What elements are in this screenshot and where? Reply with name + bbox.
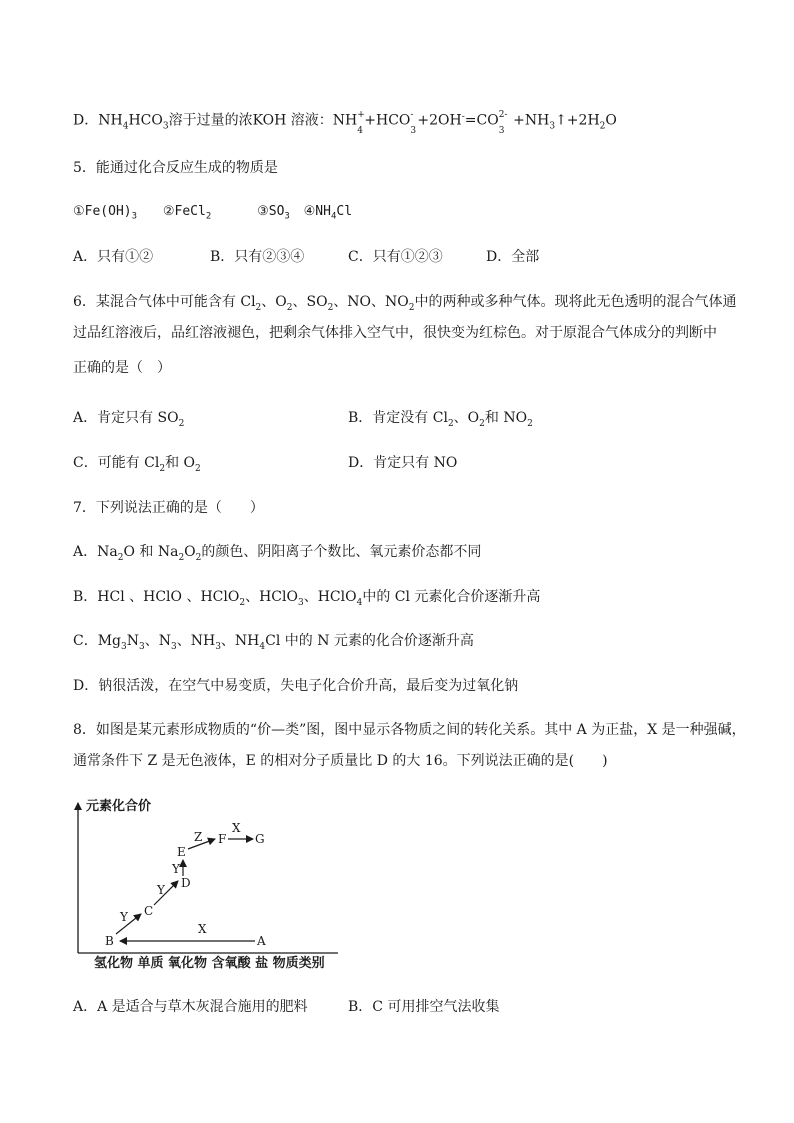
text: 、SO (292, 294, 328, 310)
item-4-tail: Cl (336, 204, 353, 219)
formula-text: +HCO (364, 112, 411, 129)
text: 、HClO (245, 589, 298, 605)
text: A．Na (73, 544, 118, 560)
text: 、N (144, 633, 171, 649)
arrow-b-c-label: Y (120, 910, 128, 924)
text: O 和 Na (123, 544, 179, 560)
q5-option-c: C．只有①②③ (348, 249, 443, 265)
formula-text: O (605, 112, 617, 129)
y-axis-label: 元素化合价 (86, 799, 152, 814)
text: 、O (261, 294, 287, 310)
subscript: 2 (447, 418, 454, 429)
subscript: 4 (330, 211, 337, 222)
q7-stem: 7．下列说法正确的是（ ） (73, 500, 264, 516)
formula-text: ↑+2H (555, 112, 600, 129)
text: 、NH (176, 633, 216, 649)
item-3: ③SO (257, 204, 285, 219)
item-2: ②FeCl (162, 204, 206, 219)
subscript: 2 (239, 597, 246, 608)
subscript: 4 (259, 641, 266, 652)
q6-stem-line-3: 正确的是（ ） (73, 360, 171, 376)
q7-option-c (73, 631, 474, 657)
subscript: 2 (205, 211, 212, 222)
arrow-a-b-label: X (198, 922, 207, 936)
node-b: B (105, 934, 114, 948)
q8-stem-line-2: 通常条件下 Z 是无色液体，E 的相对分子质量比 D 的大 16。下列说法正确的是( ) (73, 753, 608, 769)
text: 、HClO (303, 589, 357, 605)
text: O (184, 544, 196, 560)
q6-option-b (348, 408, 533, 434)
subscript: 4 (357, 125, 363, 136)
option-label: D． (73, 112, 99, 129)
node-g: G (255, 832, 265, 846)
text: C．可能有 Cl (73, 455, 160, 471)
ion-charge (410, 109, 417, 136)
subscript: 3 (121, 641, 127, 652)
q5-option-d: D．全部 (486, 249, 540, 265)
superscript: + (357, 109, 365, 120)
subscript: 3 (549, 121, 556, 132)
text: N (126, 633, 139, 649)
text: 中的两种或多种气体。现将此无色透明的混合气体通 (414, 294, 737, 310)
arrow-d-e-label: Y (172, 862, 180, 876)
q5-option-a: A．只有①② (73, 249, 154, 265)
node-a: A (257, 934, 266, 948)
formula-text: HCO (128, 112, 163, 129)
q6-option-a (73, 408, 184, 434)
q8-stem-line-1: 8．如图是某元素形成物质的“价—类”图，图中显示各物质之间的转化关系。其中 A 为正盐，X 是一种强碱， (73, 722, 746, 738)
q7-option-b (73, 587, 540, 613)
subscript: 3 (297, 597, 304, 608)
node-e: E (177, 845, 186, 859)
text: 、O (453, 410, 480, 426)
formula-text: 溶于过量的浓KOH 溶液：NH (168, 112, 358, 129)
subscript: 2 (408, 302, 415, 313)
subscript: 3 (131, 211, 138, 222)
formula-text: +2OH (417, 112, 462, 129)
subscript: 2 (255, 302, 262, 313)
text: B．HCl 、HClO 、HClO (73, 589, 240, 605)
text: 中的 Cl 元素化合价逐渐升高 (362, 589, 541, 605)
superscript: - (461, 112, 465, 122)
text: Cl 中的 N 元素的化合价逐渐升高 (265, 633, 474, 649)
text: B．肯定没有 Cl (348, 410, 448, 426)
subscript: 2 (195, 463, 201, 474)
subscript: 2 (527, 418, 533, 429)
arrow-f-g-label: X (232, 821, 241, 835)
subscript: 2 (599, 121, 606, 132)
q6-option-d: D．肯定只有 NO (348, 455, 458, 471)
formula-text: =CO (464, 112, 499, 129)
subscript: 3 (170, 641, 177, 652)
arrow-c-d-label: Y (157, 883, 165, 897)
q8-option-b: B．C 可用排空气法收集 (348, 999, 500, 1015)
subscript: 3 (498, 125, 505, 136)
text: 6．某混合气体中可能含有 Cl (73, 294, 256, 310)
x-axis-label: 氢化物 单质 氧化物 含氧酸 盐 物质类别 (94, 956, 325, 971)
item-4: ④NH (303, 204, 331, 219)
q5-option-b: B．只有②③④ (210, 249, 305, 265)
q6-option-c (73, 453, 201, 479)
text: 和 O (165, 455, 196, 471)
text: A．肯定只有 SO (73, 410, 179, 426)
subscript: 2 (117, 552, 124, 563)
subscript: 2 (159, 463, 166, 474)
q6-stem-line-2: 过品红溶液后，品红溶液褪色，把剩余气体排入空气中，很快变为红棕色。对于原混合气体成分的判断中 (73, 325, 717, 341)
subscript: 4 (122, 121, 129, 132)
text: 和 NO (484, 410, 528, 426)
superscript: 2- (498, 109, 508, 120)
q8-option-a: A．A 是适合与草木灰混合施用的肥料 (73, 999, 308, 1015)
superscript: - (410, 109, 414, 120)
ion-charge (357, 109, 365, 136)
item-1: ①Fe(OH) (73, 204, 132, 219)
valence-class-diagram (70, 793, 350, 973)
subscript: 2 (195, 552, 202, 563)
subscript: 2 (178, 552, 185, 563)
text: 、NH (220, 633, 260, 649)
subscript: 3 (215, 641, 221, 652)
node-d: D (181, 876, 191, 890)
subscript: 2 (479, 418, 485, 429)
node-c: C (144, 904, 154, 918)
q6-stem-line-1 (73, 292, 737, 318)
subscript: 3 (139, 641, 145, 652)
subscript: 2 (178, 418, 185, 429)
ion-charge (498, 109, 509, 136)
subscript: 3 (162, 121, 169, 132)
subscript: 2 (286, 302, 293, 313)
q7-option-a (73, 542, 481, 568)
formula-text: NH (98, 112, 123, 129)
node-f: F (218, 832, 227, 846)
formula-text: +NH (508, 112, 550, 129)
subscript: 2 (327, 302, 334, 313)
subscript: 3 (284, 211, 290, 222)
q5-items (73, 202, 352, 227)
text: 、NO、NO (333, 294, 409, 310)
q5-stem: 5．能通过化合反应生成的物质是 (73, 160, 278, 176)
text: 的颜色、阴阳离子个数比、氧元素价态都不同 (201, 544, 482, 560)
arrow-e-f-label: Z (194, 830, 203, 844)
subscript: 3 (410, 125, 417, 136)
q4-option-d (73, 107, 617, 136)
q7-option-d: D．钠很活泼，在空气中易变质，失电子化合价升高，最后变为过氧化钠 (73, 678, 519, 694)
text: C．Mg (73, 633, 122, 649)
subscript: 4 (356, 597, 363, 608)
